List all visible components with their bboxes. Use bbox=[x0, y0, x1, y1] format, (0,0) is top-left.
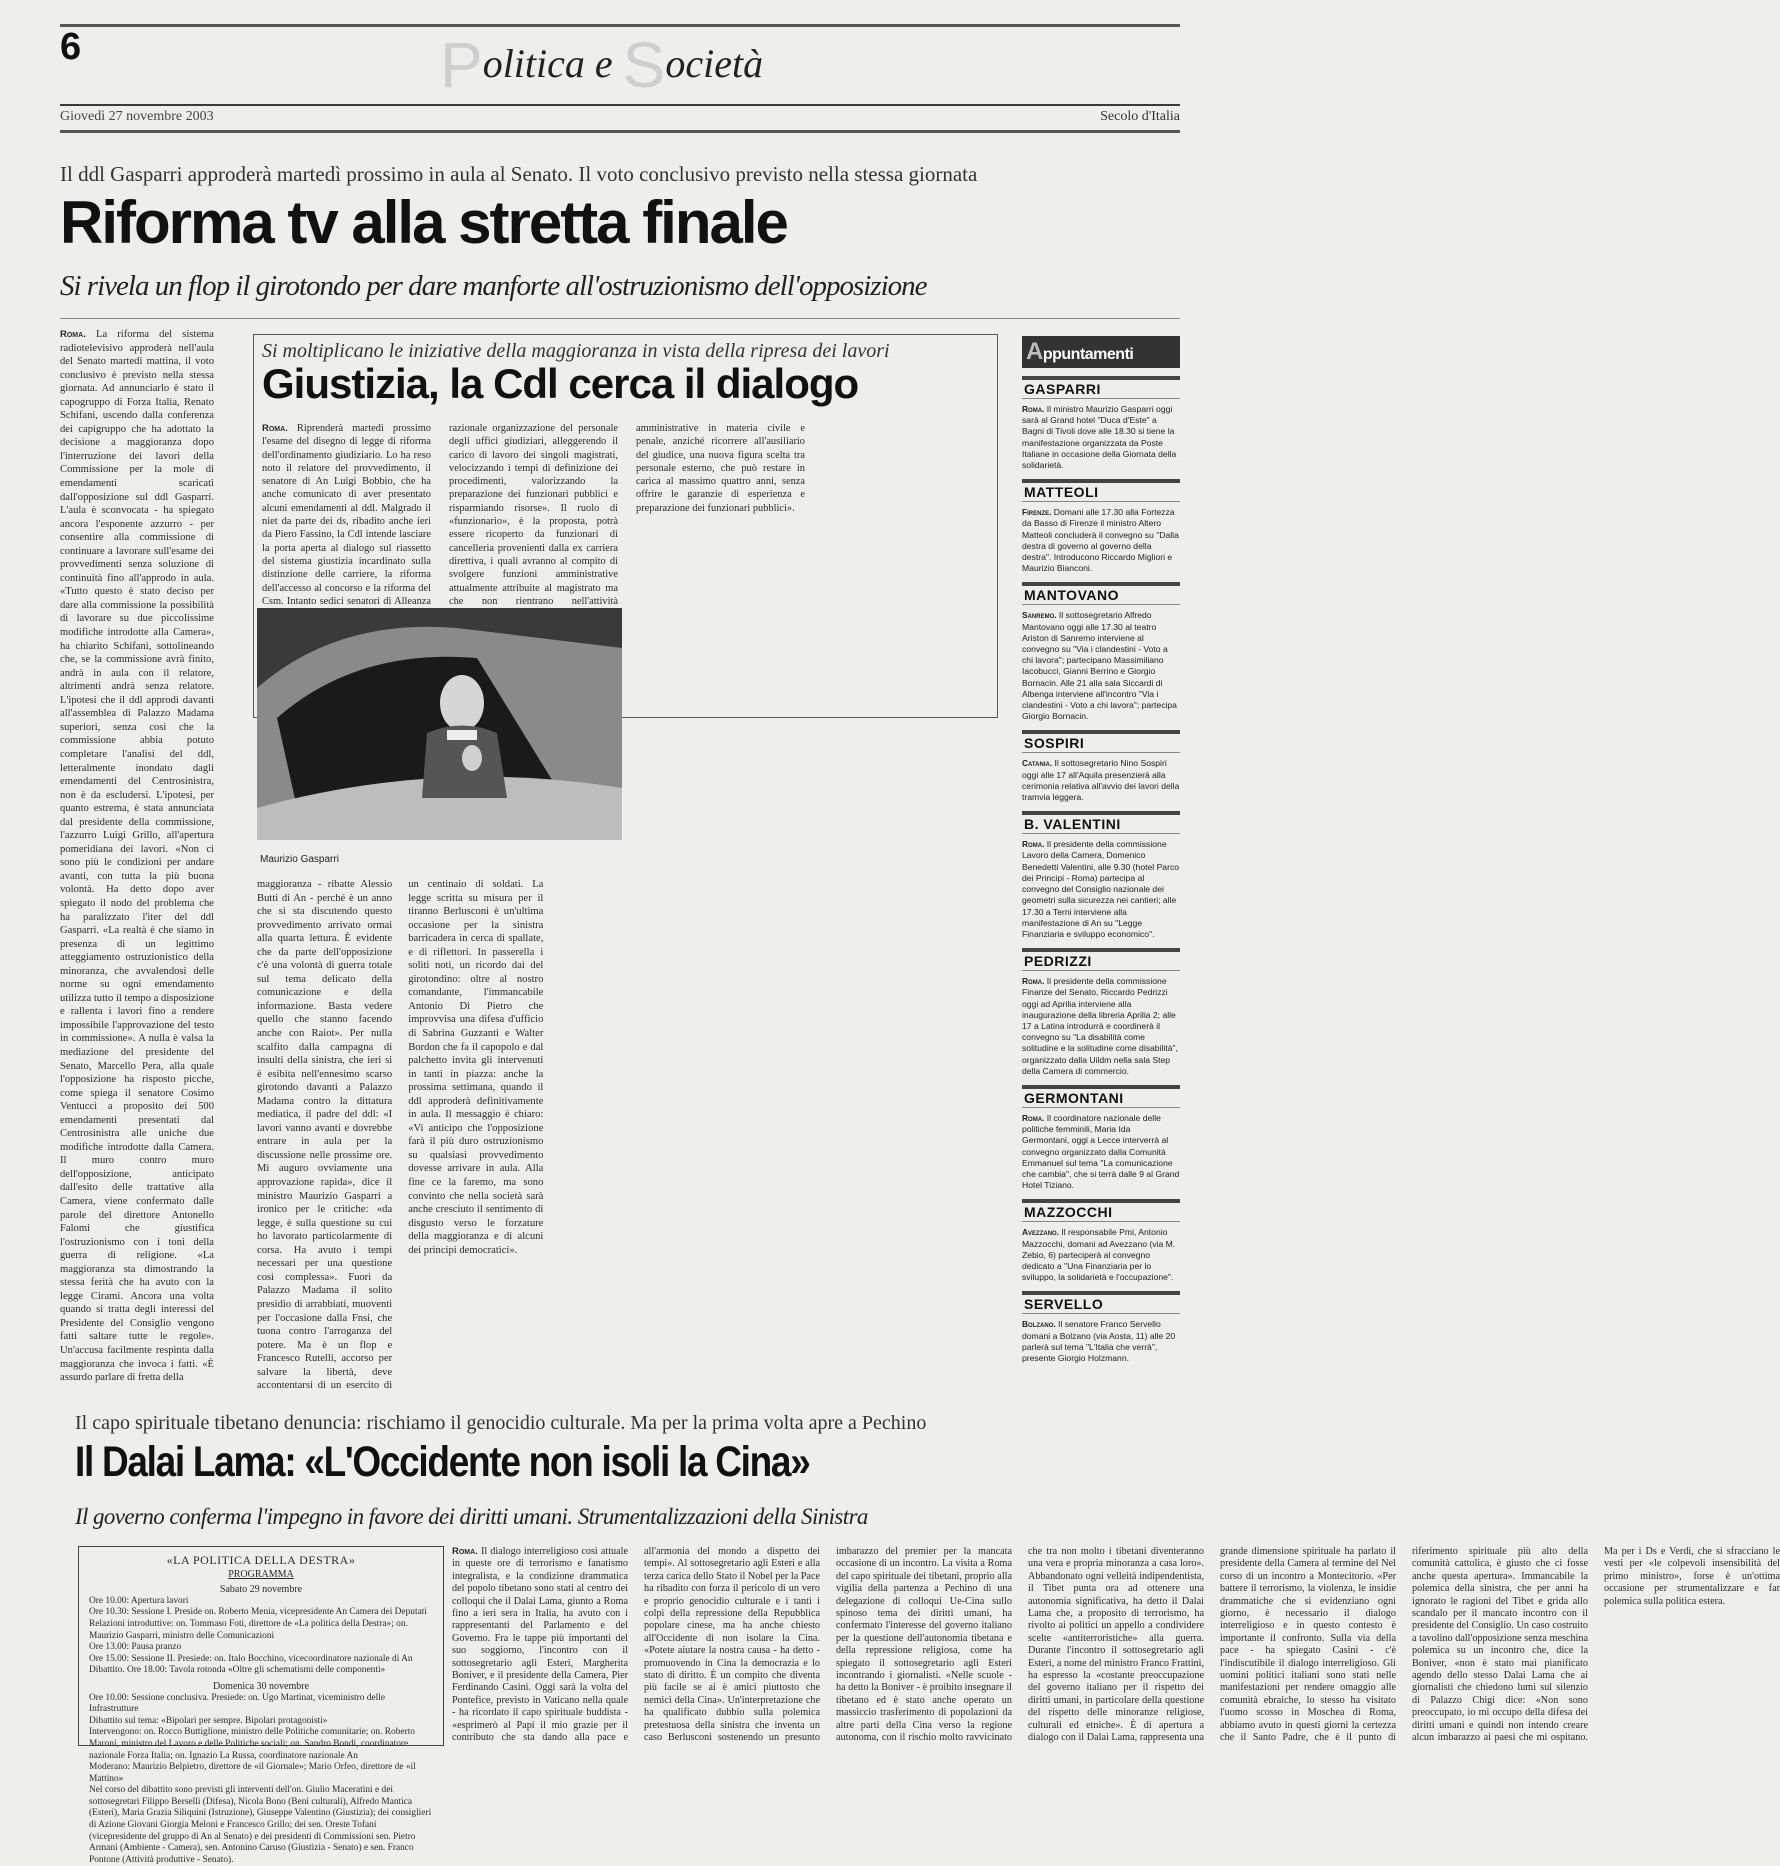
appointment-description: Il responsabile Pmi, Antonio Mazzocchi, domani ad Avezzano (via M. Zebio, 6) parteciperà al convegno dedicato a "Una Finanziaria per lo sviluppo, la solidarietà e l'occupazione". bbox=[1022, 1227, 1176, 1283]
appointment-name: SOSPIRI bbox=[1022, 730, 1180, 753]
appointment-text bbox=[1022, 1227, 1180, 1283]
issue-date: Giovedì 27 novembre 2003 bbox=[60, 109, 214, 124]
section-initial-p: P bbox=[440, 29, 483, 101]
program-day1-items bbox=[89, 1596, 433, 1677]
appointment-place: Avezzano. bbox=[1022, 1227, 1062, 1238]
appointment-text bbox=[1022, 404, 1180, 471]
appointment-name: PEDRIZZI bbox=[1022, 948, 1180, 971]
section-title bbox=[440, 28, 763, 102]
appointment-name: GASPARRI bbox=[1022, 376, 1180, 399]
appointment-place: Sanremo. bbox=[1022, 610, 1059, 621]
appointment-place: Roma. bbox=[1022, 404, 1047, 414]
article2-text: Riprenderà martedì prossimo l'esame del disegno di legge di riforma dell'ordinamento giudiziario. Lo ha reso noto il relatore del provvedimento, il senatore di An Luigi Bobbio, che ha anche comunicato di aver presentato alcuni emendamenti al ddl. Malgrado il niet da parte dei ds, ribadito anche ieri da Piero Fassino, la Cdl intende lasciare la porta aperta al dialogo sul riassetto del sistema giustizia incardinato sulla distinzione delle carriere, la riforma dell'accesso al concorso e la riforma del Csm. Intanto sedici senatori di Alleanza razionale organizzazione del personale degli uffici giudiziari, alleggerendo il carico di lavoro dei singoli magistrati, velocizzando i tempi di definizione dei procedimenti, valorizzando la preparazione dei funzionari pubblici e risparmiando risorse». Il ruolo di «funzionario», è la proposta, potrà essere ricoperto da funzionari di cancelleria provenienti dalla ex carriera direttiva, i quali avranno al compito di svolgere funzioni amministrative attualmente attribuite al magistrato ma che non rientrano nell'attività amministrative in materia civile e penale, anziché ricorrere all'ausiliario del giudice, una nuova figura scelta tra personale esterno, che può restare in carica al massimo quattro anni, senza offrire le garanzie di esperienza e preparazione dei funzionari pubblici». bbox=[262, 423, 805, 607]
appointment-place: Roma. bbox=[1022, 839, 1047, 850]
news-photo bbox=[257, 608, 622, 840]
top-rule bbox=[60, 24, 1180, 27]
appointment-description: Il senatore Franco Servello domani a Bolzano (via Aosta, 11) alle 20 parlerà sul tema "L'Italia che verrà", presente Giorgio Holzmann. bbox=[1022, 1319, 1176, 1363]
appointment-name: SERVELLO bbox=[1022, 1291, 1180, 1314]
program-item: Dibattito. Ore 18.00: Tavola rotonda «Oltre gli schematismi delle componenti» bbox=[89, 1665, 386, 1676]
appointment-place: Roma. bbox=[1022, 1112, 1047, 1123]
section-initial-s: S bbox=[622, 29, 666, 101]
program-subtitle: PROGRAMMA bbox=[228, 1568, 294, 1580]
appointment-description: Il sottosegretario Nino Sospiri oggi alle 17 all'Aquila presenzierà alla cerimonia relativa all'avvio dei lavori della tramvia leggera. bbox=[1022, 758, 1180, 803]
article1-dateline: Roma. bbox=[60, 329, 86, 340]
appointments-column bbox=[1022, 336, 1180, 1746]
appointment-description: Il coordinatore nazionale delle politiche femminili, Maria Ida Germontani, oggi a Lecce interverrà al convegno organizzato dalla Comunità Emmanuel sul tema "La comunicazione che cambia", che si terrà dalle 9 al Grand Hotel Tiziano. bbox=[1022, 1112, 1180, 1191]
article3-dateline: Roma. bbox=[452, 1546, 478, 1557]
program-item: Intervengono: on. Rocco Buttiglione, ministro delle Politiche comunitarie; on. Roberto Maroni, ministro del Lavoro e delle Politiche sociali; on. Sandro Bondi, coordinatore nazionale Forza Italia; on. Ignazio La Russa, coordinatore nazionale An bbox=[89, 1727, 415, 1761]
article3-kicker: Il capo spirituale tibetano denuncia: rischiamo il genocidio culturale. Ma per la prima volta apre a Pechino bbox=[75, 1412, 927, 1434]
page-number: 6 bbox=[60, 26, 82, 68]
newspaper-name: Secolo d'Italia bbox=[1100, 109, 1180, 124]
appointment-description: Il presidente della commissione Finanze del Senato, Riccardo Pedrizzi oggi ad Aprilia interviene alla inaugurazione della libreria Aprilia 2; alle 17 a Latina introdurrà e coordinerà il convegno su "La disabilità come solitudine e la solitudine come disabilità", organizzato dalla Uildm nella sala Step della Camera di commercio. bbox=[1022, 976, 1178, 1076]
appointment-description: Il presidente della commissione Lavoro della Camera, Domenico Benedetti Valentini, alle 9.30 (hotel Parco dei Principi - Roma) partecipa al convegno del Consiglio nazionale dei geometri sulla sicurezza nei cantieri; alle 17.30 a Terni interviene alla manifestazione di An su "Legge Finanziaria e sviluppo economico". bbox=[1022, 839, 1180, 939]
program-title: «LA POLITICA DELLA DESTRA» bbox=[166, 1553, 356, 1567]
appointments-header-initial: A bbox=[1026, 338, 1043, 365]
article1-kicker: Il ddl Gasparri approderà martedì prossimo in aula al Senato. Il voto conclusivo previsto nella stessa giornata bbox=[60, 162, 978, 186]
article3-body bbox=[452, 1546, 1780, 1746]
appointment-description: Il sottosegretario Alfredo Mantovano oggi alle 17.30 al teatro Ariston di Sanremo interviene al convegno su "Via i clandestini - Voto a chi lavora"; partecipano Massimiliano Iacobucci, Gianni Berrino e Giorgio Bornacin. Alle 21 alla sala Siccardi di Albenga interviene all'incontro "Via i clandestini - Voto a chi lavora"; partecipa Giorgio Bornacin. bbox=[1022, 610, 1177, 722]
appointment-text bbox=[1022, 976, 1180, 1077]
article1-body-continued bbox=[257, 878, 997, 1393]
article1-text-continued: maggioranza - ribatte Alessio Butti di An - perché è un anno che si sta discutendo questo provvedimento arrivato ormai alla quarta lettura. È evidente che da parte dell'opposizione c'è una volontà di guerra totale sul tema delicato della comunicazione e della informazione. Basta vedere quello che stanno facendo anche con Raiot». Per nulla scalfito dalla campagna di insulti della sinistra, che ieri si è esibita nell'ennesimo scarso girotondo davanti a Palazzo Madama contro la dittatura mediatica, il padre del ddl: «I lavori vanno avanti e dovrebbe entrare in aula per la discussione nelle prossime ore. Mi auguro ovviamente una approvazione rapida», dice il ministro Maurizio Gasparri a ironico per le critiche: «da legge, è sulla questione su cui ho lavorato particolarmente di corsa. Ha avuto i tempi necessari per una questione così complessa». Fuori da Palazzo Madama il solito presidio di arrabbiati, muoventi per l'occasione dalla Fnsi, che tuona contro l'arroganza del potere. Ma è un flop e Francesco Rutelli, accorso per salvare la libertà, deve accontentarsi di un esercito di un centinaio di soldati. La legge scritta su misura per il tiranno Berlusconi è un'ultima occasione per la sinistra barricadera in cerca di spallate, e di riflettori. In passerella i soliti noti, un ricordo dai del girotondino: oltre al nostro comandante, l'immancabile Antonio Di Pietro che improvvisa una difesa d'ufficio di Sabrina Guzzanti e Walter Bordon che fa il capopolo e dal palchetto invita gli intervenuti in tanti in piazza: anche la prossima settimana, quando il ddl approderà definitivamente in aula. Il messaggio è chiaro: «Vi anticipo che l'opposizione farà il più duro ostruzionismo su qualsiasi provvedimento dovesse arrivare in aula. Alla fine ce la faremo, ma sono convinto che nella società sarà anche cresciuto il sentimento di disgusto verso le forzature della maggioranza e di alcuni dei principi democratici». bbox=[257, 879, 544, 1392]
date-rule bbox=[60, 130, 1180, 133]
article3-headline: Il Dalai Lama: «L'Occidente non isoli la Cina» bbox=[75, 1438, 810, 1486]
appointment-name: MATTEOLI bbox=[1022, 479, 1180, 502]
appointment-place: Bolzano. bbox=[1022, 1319, 1059, 1330]
section-text-1: olitica e bbox=[482, 41, 623, 86]
article1-headline: Riforma tv alla stretta finale bbox=[60, 189, 787, 256]
appointment-text bbox=[1022, 839, 1180, 940]
appointment-name: MANTOVANO bbox=[1022, 582, 1180, 605]
appointment-name: GERMONTANI bbox=[1022, 1085, 1180, 1108]
appointment-name: MAZZOCCHI bbox=[1022, 1199, 1180, 1222]
program-item: Dibattito sul tema: «Bipolari per sempre. Bipolari protagonisti» bbox=[89, 1715, 328, 1726]
article3-text: Il dialogo interreligioso così attuale in queste ore di terrorismo e fanatismo integralista, e la condizione drammatica del popolo tibetano sono stati al centro dei colloqui che il Dalai Lama, giunto a Roma fino a ieri sera in Italia, ha avuto con i rappresentanti del Parlamento e del Governo. Fra le tappe più importanti del suo soggiorno, l'incontro con il sottosegretario agli Esteri, Margherita Boniver, e il presidente della Camera, Pier Ferdinando Casini. Oggi sarà la volta del Pontefice, previsto in Vaticano nella quale - ha ricordato il capo spirituale buddista - «esprimerò al Papi il mio grazie per il contributo che sta dando alla pace e all'armonia del mondo a dispetto dei tempi». Al sottosegretario agli Esteri e alla terza carica dello Stato il Nobel per la Pace ha ribadito con forza il pericolo di un vero e proprio genocidio culturale e i tanti i colpi della repressione della Repubblica popolare cinese, ma ha anche chiesto all'Occidente di non isolare la Cina. «Potete aiutare la nostra causa - ha detto - promuovendo in Cina la democrazia e lo stato di diritto. È un compito che diventa più facile se ai è amici piuttosto che nemici della Cina». Un'interpretazione che ha qualificato dubbio sulla polemica pretestuosa della sinistra che inventa un caso Berlusconi sostenendo un presunto imbarazzo del premier per la mancata occasione di un incontro. La visita a Roma del capo spirituale dei tibetani, proprio alla vigilia della partenza a Pechino di una delegazione di colloqui Ue-Cina sullo spinoso tema dei diritti umani, ha confermato l'interesse del governo italiano per la questione dell'autonomia tibetana e della repressione religiosa, come ha spiegato il sottosegretario agli Esteri incontrando i giornalisti. «Nelle scuole - ha detto la Boniver - è proibito insegnare il tibetano ed è stato anche operato un massiccio trasferimento di popolazioni da altre parti della Cina verso la regione autonoma, con il rischio molto ravvicinato che tra non molto i tibetani diventeranno una vera e propria minoranza a casa loro». Abbandonato ogni velleità indipendentista, il Tibet punta ora ad ottenere una autonomia significativa, ha detto il Dalai Lama che, a proposito di terrorismo, ha rivolto ai politici un appello a condividere scelte «antiterroristiche» alla guerra. Durante l'incontro il sottosegretario agli Esteri, a nome del ministro Franco Frattini, ha espresso la «costante preoccupazione del governo italiano per il rispetto dei diritti umani, in particolare della questione del rispetto delle minoranze religiose, culturali ed etniche». È di apertura a dialogo con il Dalai Lama, rappresenta una grande dimensione spirituale ha parlato il presidente della Camera al termine del Nel corso di un incontro a Montecitorio. «Per battere il terrorismo, la violenza, le insidie drammatiche che si evidenziano ogni giorno, è necessario il dialogo interreligioso e in questo contesto è importante il confronto. Sulla via della pace - ha spiegato Casini - c'è l'indiscutibile il dialogo interreligioso. Gli uomini politici italiani sono stati nelle manifestazioni per rendere omaggio alle comunità ebraiche, lo stesso ha visitato l'uomo scosso in Moschea di Roma, abbiamo avuto in questi giorni la certezza che il Santo Padre, che è il punto di riferimento spirituale più alto della comunità cattolica, è giusto che ci fosse anche questa apertura». Immancabile la polemica della sinistra, che per anni ha ignorato le ragioni del Tibet e grida allo scandalo per il mancato incontro con il presidente del Consiglio. Un caso costruito a tavolino dall'opposizione senza meschina polemica su un incontro che, dice la Boniver, «non è stato mai pianificato agendo dello stesso Dalai Lama che ai giornalisti che chiedono lumi sul silenzio di Palazzo Chigi dice: «Non sono preoccupato, io mi occupo della difesa dei diritti umani e quindi non intendo creare alcun imbarazzo ai paesi che mi ospitano. Ma per i Ds e Verdi, che si sfracciano le vesti per «le colpevoli insensibilità del primo ministro», forse è un'ottima occasione per strumentalizzare e far polemica sulla politica estera. bbox=[452, 1546, 1780, 1744]
program-day2: Domenica 30 novembre bbox=[212, 1680, 310, 1692]
appointment-text bbox=[1022, 758, 1180, 803]
appointment-description: Domani alle 17.30 alla Fortezza da Basso di Firenze il ministro Altero Matteoli concluderà il convegno su "Dalla destra di governo al governo della destra". Introducono Riccardo Migliori e Maurizio Bianconi. bbox=[1022, 507, 1179, 574]
section-text-2: ocietà bbox=[665, 41, 764, 86]
article1-body bbox=[60, 328, 214, 1393]
car-window-photo bbox=[257, 608, 622, 840]
photo-caption: Maurizio Gasparri bbox=[260, 854, 339, 865]
appointment-place: Catania. bbox=[1022, 758, 1055, 769]
appointment-place: Firenze. bbox=[1022, 507, 1054, 518]
program-item: Nel corso del dibattito sono previsti gli interventi dell'on. Giulio Maceratini e dei sottosegretari Filippo Berselli (Difesa), Nicola Bono (Beni culturali), Alfredo Mantica (Esteri), Maria Grazia Siliquini (Istruzione), Giuseppe Valentino (Giustizia); dei consiglieri di Azione Giovani Giorgia Meloni e Francesco Grillo; dei sen. Oreste Tofani (vicepresidente del gruppo di An al Senato) e dei presidenti di Commissioni sen. Pietro Armani (Ambiente - Camera), sen. Antonino Caruso (Giustizia - Senato) e sen. Franco Pontone (Attività produttive - Senato). bbox=[89, 1785, 432, 1865]
article1-text: La riforma del sistema radiotelevisivo approderà nell'aula del Senato martedì mattina, il voto conclusivo è previsto nella stessa giornata. Ad annunciarlo è stato il capogruppo di Forza Italia, Renato Schifani, uscendo dalla conferenza dei capigruppo che ha adottato la decisione a maggioranza dopo l'interruzione dei lavori della Commissione per la mole di emendamenti scaricati dall'opposizione sul ddl Gasparri. L'aula è sconvocata - ha spiegato ancora l'esponente azzurro - per consentire alla commissione di continuare a lavorare sull'esame dei provvedimenti senza soluzione di continuità fino all'approdo in aula. «Tutto questo è stato deciso per dare alla commissione la possibilità di lavorare su due piccolissime modifiche introdotte alla Camera», ha chiarito Schifani, sottolineando che, se la commissione avrà finito, andrà in aula con il relatore, altrimenti andrà senza relatore. L'ipotesi che il ddl approdi davanti all'assemblea di Palazzo Madama superiori, senza così che la commissione abbia potuto completare l'analisi del ddl, letteralmente inondato dagli emendamenti del Centrosinistra, non è da escludersi. L'ipotesi, per quanto estrema, è stata annunciata dal presidente della commissione, l'azzurro Luigi Grillo, all'apertura pomeridiana dei lavori. «Non ci sono più le condizioni per andare avanti, con tutta la più buona volontà. Ha detto dopo aver spiegato il nodo del problema che ha paralizzato l'iter del ddl Gasparri. «La realtà è che siamo in presenza di un legittimo atteggiamento ostruzionistico della minoranza, che avvalendosi delle norme su ogni emendamento utilizza tutto il tempo a disposizione e rallenta i lavori fino a rendere impossibile l'approvazione del testo in commissione». A nulla è valsa la mediazione del presidente del Senato, Marcello Pera, alla quale l'opposizione ha risposto picche, come spiega il senatore Cosimo Ventucci a proposito dei 500 emendamenti presentati dal Centrosinistra alle uniche due modifiche introdotte dalla Camera. Il muro contro muro dell'opposizione, anticipato dall'esito delle trattative alla Camera, viene confermato dalle parole del direttore Antonello Falomi che giustifica l'ostruzionismo con i toni della guerra di religione. «La maggioranza sta dimostrando la stessa ferità che ha avuto con la legge Cirami. Ancora una volta quando si tratta degli interessi del Presidente del Consiglio vengono fatti saltare tutte le regole». Un'accusa facilmente respinta dalla maggioranza che invoca i fatti. «È assurdo parlare di fretta della bbox=[60, 329, 214, 1384]
article2-dateline: Roma. bbox=[262, 423, 288, 434]
appointment-text bbox=[1022, 1113, 1180, 1191]
appointment-place: Roma. bbox=[1022, 976, 1047, 987]
program-item: Ore 10.00: Sessione conclusiva. Presiede: on. Ugo Martinat, viceministro delle Infrastrutture bbox=[89, 1692, 386, 1715]
program-item: Moderano: Maurizio Belpietro, direttore de «il Giornale»; Mario Orfeo, direttore de «il Mattino» bbox=[89, 1762, 416, 1784]
program-day1: Sabato 29 novembre bbox=[219, 1584, 303, 1596]
program-item: Ore 10.30: Sessione I. Preside on. Roberto Menia, vicepresidente An Camera dei Deputati bbox=[89, 1607, 427, 1618]
program-item: Relazioni introduttive: on. Tommaso Foti, direttore de «La politica della Destra»; on. Maurizio Gasparri, ministro delle Comunicazioni bbox=[89, 1618, 408, 1641]
program-day2-items bbox=[89, 1693, 433, 1866]
article2-headline: Giustizia, la Cdl cerca il dialogo bbox=[262, 360, 859, 407]
appointment-text bbox=[1022, 1319, 1180, 1364]
program-item: Ore 13.00: Pausa pranzo bbox=[89, 1642, 182, 1653]
program-item: Ore 15.00: Sessione II. Presiede: on. Italo Bocchino, vicecoordinatore nazionale di An bbox=[89, 1653, 413, 1664]
appointments-header-text: ppuntamenti bbox=[1042, 346, 1134, 363]
article1-subhead: Si rivela un flop il girotondo per dare manforte all'ostruzionismo dell'opposizione bbox=[60, 270, 927, 302]
subhead-rule bbox=[60, 318, 1180, 319]
appointments-header bbox=[1022, 336, 1180, 368]
appointment-name: B. VALENTINI bbox=[1022, 811, 1180, 834]
program-box bbox=[78, 1546, 444, 1865]
article2-kicker: Si moltiplicano le iniziative della maggioranza in vista della ripresa dei lavori bbox=[262, 340, 890, 362]
article3-subhead: Il governo conferma l'impegno in favore dei diritti umani. Strumentalizzazioni della Sinistra bbox=[75, 1504, 868, 1529]
program-item: Ore 10.00: Apertura lavori bbox=[89, 1595, 189, 1606]
appointments-list bbox=[1022, 376, 1180, 1364]
appointment-text bbox=[1022, 610, 1180, 722]
masthead-rule bbox=[60, 104, 1180, 106]
appointment-description: Il ministro Maurizio Gasparri oggi sarà al Grand hotel "Duca d'Este" a Bagni di Tivoli dove alle 18.30 si tiene la manifestazione organizzata da Poste Italiane in occasione della Giornata della solidarietà. bbox=[1022, 404, 1177, 471]
appointment-text bbox=[1022, 507, 1180, 574]
